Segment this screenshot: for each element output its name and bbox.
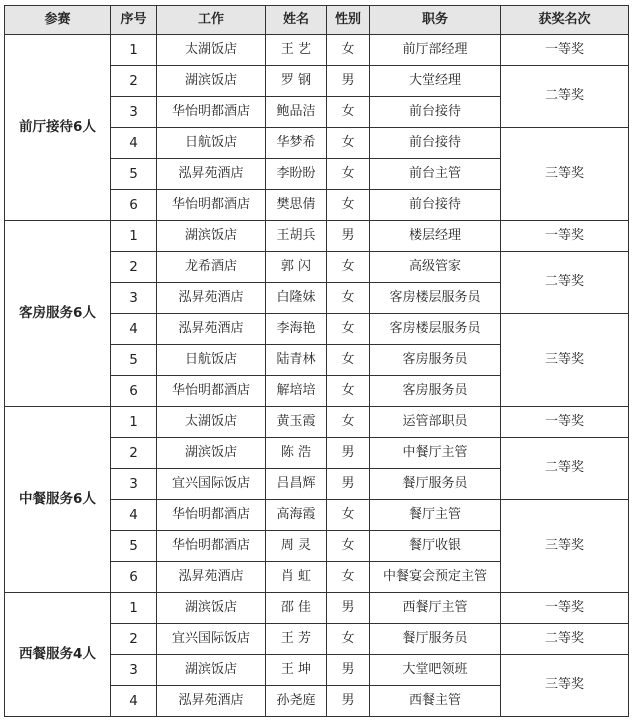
table-row <box>5 593 629 624</box>
category-cell: 客房服务6人 <box>5 221 111 407</box>
index-cell: 1 <box>111 407 157 438</box>
index-cell: 3 <box>111 469 157 500</box>
index-cell: 1 <box>111 593 157 624</box>
name-cell: 王胡兵 <box>266 221 327 252</box>
index-cell: 2 <box>111 66 157 97</box>
index-cell: 1 <box>111 35 157 66</box>
category-cell: 前厅接待6人 <box>5 35 111 221</box>
work-cell: 太湖饭店 <box>157 407 266 438</box>
position-cell: 前台主管 <box>370 159 501 190</box>
position-cell: 客房楼层服务员 <box>370 283 501 314</box>
position-cell: 西餐厅主管 <box>370 593 501 624</box>
index-cell: 2 <box>111 252 157 283</box>
gender-cell: 女 <box>327 500 370 531</box>
work-cell: 太湖饭店 <box>157 35 266 66</box>
gender-cell: 男 <box>327 686 370 717</box>
position-cell: 前厅部经理 <box>370 35 501 66</box>
position-cell: 中餐厅主管 <box>370 438 501 469</box>
work-cell: 华怡明都酒店 <box>157 190 266 221</box>
award-cell: 三等奖 <box>501 128 629 221</box>
header-position: 职务 <box>370 6 501 35</box>
name-cell: 黄玉霞 <box>266 407 327 438</box>
name-cell: 樊思倩 <box>266 190 327 221</box>
work-cell: 宜兴国际饭店 <box>157 624 266 655</box>
award-cell: 二等奖 <box>501 252 629 314</box>
work-cell: 泓昇苑酒店 <box>157 562 266 593</box>
name-cell: 解培培 <box>266 376 327 407</box>
work-cell: 日航饭店 <box>157 345 266 376</box>
index-cell: 6 <box>111 562 157 593</box>
award-cell: 二等奖 <box>501 438 629 500</box>
header-category: 参赛 <box>5 6 111 35</box>
work-cell: 泓昇苑酒店 <box>157 159 266 190</box>
position-cell: 高级管家 <box>370 252 501 283</box>
name-cell: 陈 浩 <box>266 438 327 469</box>
name-cell: 华梦希 <box>266 128 327 159</box>
index-cell: 2 <box>111 438 157 469</box>
gender-cell: 女 <box>327 283 370 314</box>
index-cell: 4 <box>111 500 157 531</box>
award-cell: 一等奖 <box>501 407 629 438</box>
gender-cell: 女 <box>327 345 370 376</box>
work-cell: 泓昇苑酒店 <box>157 314 266 345</box>
gender-cell: 女 <box>327 35 370 66</box>
name-cell: 吕昌辉 <box>266 469 327 500</box>
name-cell: 陆青林 <box>266 345 327 376</box>
gender-cell: 男 <box>327 66 370 97</box>
work-cell: 龙希酒店 <box>157 252 266 283</box>
award-cell: 三等奖 <box>501 655 629 717</box>
name-cell: 鲍品洁 <box>266 97 327 128</box>
work-cell: 湖滨饭店 <box>157 221 266 252</box>
name-cell: 白隆妹 <box>266 283 327 314</box>
header-work: 工作 <box>157 6 266 35</box>
award-cell: 二等奖 <box>501 624 629 655</box>
award-cell: 三等奖 <box>501 314 629 407</box>
gender-cell: 男 <box>327 655 370 686</box>
name-cell: 郭 闪 <box>266 252 327 283</box>
name-cell: 高海霞 <box>266 500 327 531</box>
index-cell: 3 <box>111 655 157 686</box>
position-cell: 运管部职员 <box>370 407 501 438</box>
gender-cell: 女 <box>327 159 370 190</box>
gender-cell: 女 <box>327 190 370 221</box>
gender-cell: 女 <box>327 314 370 345</box>
work-cell: 宜兴国际饭店 <box>157 469 266 500</box>
work-cell: 湖滨饭店 <box>157 593 266 624</box>
index-cell: 4 <box>111 686 157 717</box>
gender-cell: 女 <box>327 97 370 128</box>
position-cell: 客房服务员 <box>370 376 501 407</box>
position-cell: 餐厅服务员 <box>370 624 501 655</box>
table-row <box>5 407 629 438</box>
gender-cell: 男 <box>327 593 370 624</box>
work-cell: 泓昇苑酒店 <box>157 283 266 314</box>
position-cell: 前台接待 <box>370 97 501 128</box>
position-cell: 大堂吧领班 <box>370 655 501 686</box>
work-cell: 华怡明都酒店 <box>157 97 266 128</box>
name-cell: 李海艳 <box>266 314 327 345</box>
position-cell: 西餐主管 <box>370 686 501 717</box>
work-cell: 华怡明都酒店 <box>157 500 266 531</box>
name-cell: 肖 虹 <box>266 562 327 593</box>
category-cell: 西餐服务4人 <box>5 593 111 717</box>
gender-cell: 男 <box>327 221 370 252</box>
position-cell: 楼层经理 <box>370 221 501 252</box>
index-cell: 5 <box>111 159 157 190</box>
table-row <box>5 35 629 66</box>
award-cell: 三等奖 <box>501 500 629 593</box>
gender-cell: 女 <box>327 252 370 283</box>
name-cell: 邵 佳 <box>266 593 327 624</box>
index-cell: 1 <box>111 221 157 252</box>
work-cell: 湖滨饭店 <box>157 438 266 469</box>
position-cell: 大堂经理 <box>370 66 501 97</box>
header-award: 获奖名次 <box>501 6 629 35</box>
position-cell: 餐厅收银 <box>370 531 501 562</box>
name-cell: 王 芳 <box>266 624 327 655</box>
name-cell: 王 艺 <box>266 35 327 66</box>
index-cell: 3 <box>111 283 157 314</box>
index-cell: 6 <box>111 190 157 221</box>
category-cell: 中餐服务6人 <box>5 407 111 593</box>
work-cell: 湖滨饭店 <box>157 655 266 686</box>
index-cell: 5 <box>111 531 157 562</box>
index-cell: 4 <box>111 314 157 345</box>
header-index: 序号 <box>111 6 157 35</box>
award-cell: 二等奖 <box>501 66 629 128</box>
name-cell: 王 坤 <box>266 655 327 686</box>
gender-cell: 男 <box>327 438 370 469</box>
gender-cell: 男 <box>327 469 370 500</box>
index-cell: 5 <box>111 345 157 376</box>
work-cell: 华怡明都酒店 <box>157 376 266 407</box>
position-cell: 客房服务员 <box>370 345 501 376</box>
award-cell: 一等奖 <box>501 593 629 624</box>
position-cell: 餐厅服务员 <box>370 469 501 500</box>
name-cell: 孙尧庭 <box>266 686 327 717</box>
award-table <box>4 5 629 717</box>
table-body <box>5 35 629 717</box>
name-cell: 周 灵 <box>266 531 327 562</box>
gender-cell: 女 <box>327 562 370 593</box>
name-cell: 罗 钢 <box>266 66 327 97</box>
position-cell: 中餐宴会预定主管 <box>370 562 501 593</box>
work-cell: 华怡明都酒店 <box>157 531 266 562</box>
award-cell: 一等奖 <box>501 221 629 252</box>
gender-cell: 女 <box>327 624 370 655</box>
header-row <box>5 6 629 35</box>
award-cell: 一等奖 <box>501 35 629 66</box>
gender-cell: 女 <box>327 128 370 159</box>
work-cell: 湖滨饭店 <box>157 66 266 97</box>
header-name: 姓名 <box>266 6 327 35</box>
position-cell: 前台接待 <box>370 128 501 159</box>
header-gender: 性别 <box>327 6 370 35</box>
work-cell: 日航饭店 <box>157 128 266 159</box>
position-cell: 餐厅主管 <box>370 500 501 531</box>
index-cell: 3 <box>111 97 157 128</box>
table-row <box>5 221 629 252</box>
gender-cell: 女 <box>327 531 370 562</box>
index-cell: 6 <box>111 376 157 407</box>
position-cell: 前台接待 <box>370 190 501 221</box>
work-cell: 泓昇苑酒店 <box>157 686 266 717</box>
position-cell: 客房楼层服务员 <box>370 314 501 345</box>
index-cell: 2 <box>111 624 157 655</box>
gender-cell: 女 <box>327 407 370 438</box>
name-cell: 李盼盼 <box>266 159 327 190</box>
index-cell: 4 <box>111 128 157 159</box>
gender-cell: 女 <box>327 376 370 407</box>
